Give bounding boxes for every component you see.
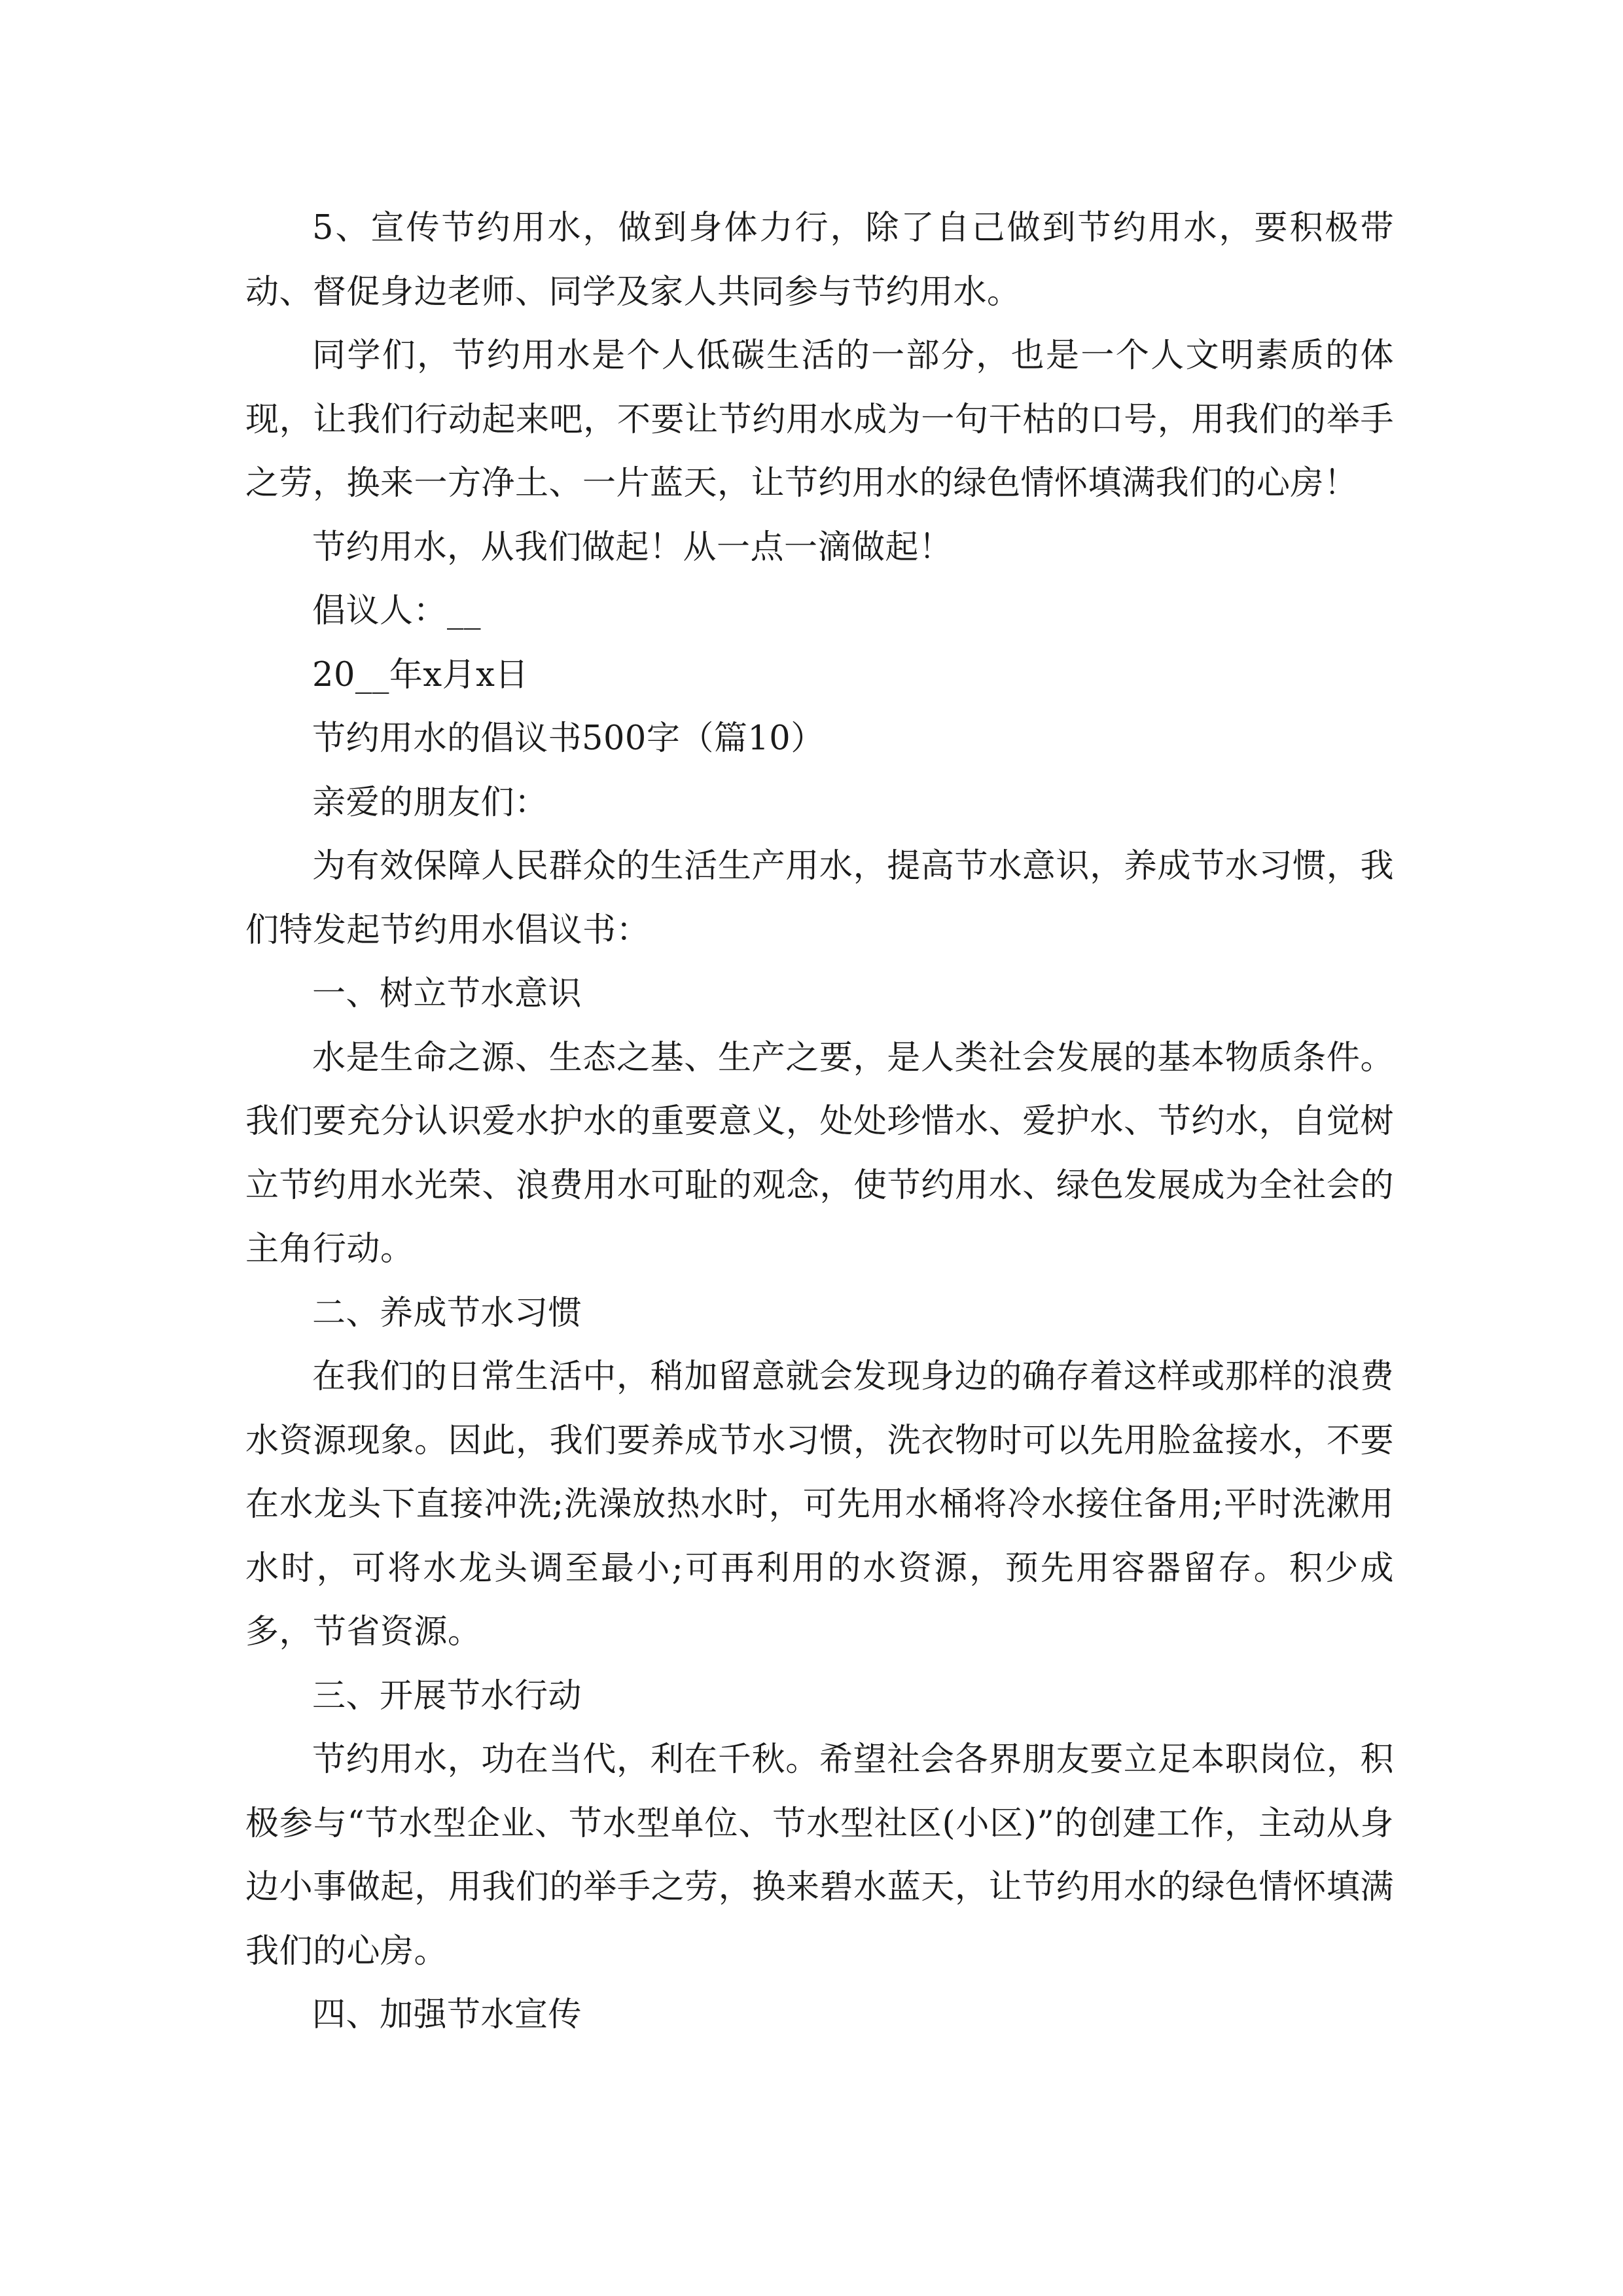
- heading-1: 一、树立节水意识: [312, 975, 582, 1013]
- heading-2: 二、养成节水习惯: [312, 1293, 582, 1333]
- salutation: 亲爱的朋友们：: [312, 783, 548, 822]
- document-body: [245, 196, 1394, 2047]
- paragraph-1: 水是生命之源、生态之基、生产之要，是人类社会发展的基本物质条件。我们要充分认识爱水护水的重要意义，处处珍惜水、爱护水、节约水，自觉树立节约用水光荣、浪费用水可耻的观念，使节约用水、绿色发展成为全社会的主角行动。: [245, 1038, 1394, 1268]
- paragraph-slogan: 节约用水，从我们做起！从一点一滴做起！: [312, 528, 953, 567]
- section-title: 节约用水的倡议书500字（篇10）: [312, 719, 825, 758]
- paragraph-2: 在我们的日常生活中，稍加留意就会发现身边的确存着这样或那样的浪费水资源现象。因此，我们要养成节水习惯，洗衣物时可以先用脸盆接水，不要在水龙头下直接冲洗;洗澡放热水时，可先用水桶将冷水接住备用;平时洗漱用水时，可将水龙头调至最小;可再利用的水资源，预先用容器留存。积少成多，节省资源。: [245, 1357, 1394, 1651]
- paragraph-intro: 为有效保障人民群众的生活生产用水，提高节水意识，养成节水习惯，我们特发起节约用水倡议书：: [245, 847, 1394, 950]
- heading-3: 三、开展节水行动: [312, 1676, 582, 1715]
- paragraph-3: 节约用水，功在当代，利在千秋。希望社会各界朋友要立足本职岗位，积极参与“节水型企业、节水型单位、节水型社区(小区)”的创建工作，主动从身边小事做起，用我们的举手之劳，换来碧水蓝天，让节约用水的绿色情怀填满我们的心房。: [245, 1740, 1394, 1971]
- paragraph-classmates: 同学们，节约用水是个人低碳生活的一部分，也是一个人文明素质的体现，让我们行动起来吧，不要让节约用水成为一句干枯的口号，用我们的举手之劳，换来一方净土、一片蓝天，让节约用水的绿色情怀填满我们的心房！: [245, 336, 1394, 503]
- paragraph-item-5: 5、宣传节约用水，做到身体力行，除了自己做到节约用水，要积极带动、督促身边老师、同学及家人共同参与节约用水。: [245, 209, 1394, 312]
- initiator-line: 倡议人：__: [312, 592, 482, 630]
- heading-4: 四、加强节水宣传: [312, 1996, 582, 2034]
- date-line: 20__年x月x日: [312, 655, 529, 694]
